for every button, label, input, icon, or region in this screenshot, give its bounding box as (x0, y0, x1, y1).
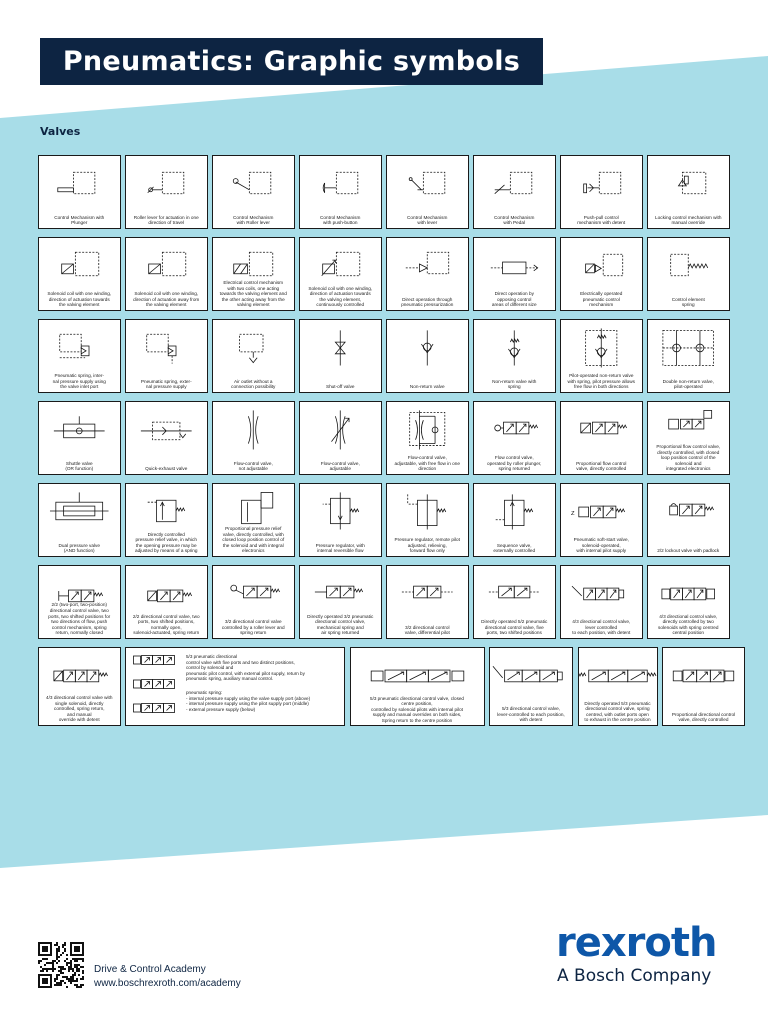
valve-symbol-icon (474, 488, 555, 532)
symbol-cell (125, 565, 208, 639)
symbol-cell (350, 647, 485, 726)
valve-symbol-icon (648, 324, 729, 368)
symbol-cell (647, 401, 730, 475)
academy-title: Drive & Control Academy (94, 964, 206, 975)
symbol-cell (38, 401, 121, 475)
qr-code-icon (38, 942, 84, 988)
symbol-cell (647, 319, 730, 393)
valve-symbol-icon (126, 406, 207, 450)
section-heading: Valves (40, 125, 81, 138)
symbol-caption: 5/3 pneumatic directional control valve, closed centre position, controlled by solenoid pilots with internal pilot supply and manual overrides on both sides, Spring return to the centre position (370, 695, 464, 723)
valve-symbol-icon (490, 652, 572, 696)
valve-symbol-icon (300, 324, 381, 368)
valve-symbol-icon (648, 488, 729, 532)
valve-symbol-icon (39, 160, 120, 204)
symbol-cell (299, 483, 382, 557)
valve-symbol-icon (300, 242, 381, 286)
symbol-caption: Directly operated 3/2 pneumatic directional control valve, mechanical spring and air spring returned (307, 613, 374, 636)
symbol-cell (386, 319, 469, 393)
symbol-caption: Solenoid coil with one winding, direction of actuation towards the valving element (47, 291, 112, 308)
symbol-cell (299, 155, 382, 229)
symbol-caption: 4/3 directional control valve with single solenoid, directly controlled, spring return, and manual override with detent (46, 695, 113, 723)
valve-symbol-icon (300, 160, 381, 204)
symbol-cell (473, 237, 556, 311)
valve-symbol-icon (39, 242, 120, 286)
symbol-cell (560, 483, 643, 557)
symbol-cell (386, 483, 469, 557)
symbol-cell (386, 155, 469, 229)
valve-symbol-icon (579, 652, 657, 696)
symbol-caption: Directly operated 5/2 pneumatic directional control valve, five ports, two shifted positions (481, 619, 548, 636)
symbol-caption: Air outlet without a connection possibility (231, 378, 276, 390)
valve-symbol-icon (39, 324, 120, 368)
symbol-cell (560, 237, 643, 311)
symbol-caption: Control Mechanism with lever (407, 214, 448, 226)
symbol-caption: Direct operation through pneumatic pressurization (401, 296, 454, 308)
valve-symbol-icon (126, 488, 207, 532)
symbol-caption: Control element spring (671, 296, 705, 308)
symbol-grid (38, 155, 736, 726)
valve-symbol-icon (474, 406, 555, 450)
valve-symbol-icon (474, 324, 555, 368)
valve-symbol-icon (213, 324, 294, 368)
bosch-company: A Bosch Company (557, 966, 712, 986)
symbol-caption: Roller lever for actuation in one direction of travel (133, 214, 199, 226)
valve-symbol-icon (663, 652, 744, 696)
academy-url[interactable]: www.boschrexroth.com/academy (94, 978, 241, 989)
symbol-cell (212, 401, 295, 475)
symbol-caption: Proportional pressure relief valve, directly controlled, with closed loop position control of the solenoid and with integral electronics (222, 526, 285, 554)
symbol-cell (125, 155, 208, 229)
symbol-caption: Flow-control valve, adjustable, with free flow in one direction (394, 455, 460, 472)
symbol-caption: Proportional flow control valve, directly controlled (576, 460, 627, 472)
valve-symbol-icon (300, 488, 381, 532)
symbol-caption: Electrically operated pneumatic control mechanism (580, 291, 623, 308)
symbol-cell (299, 401, 382, 475)
symbol-caption: Flow-control valve, adjustable (320, 460, 360, 472)
symbol-cell (125, 647, 345, 726)
valve-symbol-icon (387, 406, 468, 450)
symbol-caption: Directly operated 5/3 pneumatic directional control valve, spring centred, with outlet ports open to exhaust in the centre position (584, 700, 651, 723)
symbol-caption: 3/2 directional control valve, differential pilot (404, 624, 450, 636)
valve-symbol-icon (213, 570, 294, 614)
symbol-cell (647, 155, 730, 229)
symbol-caption: Electrical control mechanism with two coils, one acting towards the valving element and the other acting away from the valving element (219, 280, 287, 308)
symbol-cell (662, 647, 745, 726)
symbol-cell (647, 237, 730, 311)
symbol-cell (386, 401, 469, 475)
symbol-caption: Sequence valve, externally controlled (493, 542, 536, 554)
svg-text:Z: Z (571, 510, 575, 517)
symbol-cell (560, 401, 643, 475)
valve-symbol-icon (39, 488, 120, 532)
symbol-caption: Control Mechanism with Pedal (494, 214, 535, 226)
symbol-caption: 4/3 directional control valve, lever controlled to each position, with detent (572, 619, 631, 636)
symbol-caption: 4/3 directional control valve, directly controlled by two solenoids with spring centred central position (658, 613, 719, 636)
symbol-cell (212, 319, 295, 393)
symbol-caption: Non-return valve (409, 384, 445, 390)
symbol-cell (578, 647, 658, 726)
symbol-cell (473, 319, 556, 393)
symbol-caption: Flow-control valve, not adjustable (233, 460, 273, 472)
symbol-caption: Quick-exhaust valve (145, 466, 188, 472)
symbol-cell (560, 319, 643, 393)
symbol-cell (473, 483, 556, 557)
symbol-caption: 2/2 directional control valve, two ports, two shifted positions, normally open, solenoid-actuated, spring return (132, 613, 200, 636)
symbol-cell (299, 565, 382, 639)
valve-symbol-icon (474, 570, 555, 614)
symbol-caption: Pressure regulator, remote pilot adjusted, relieving, forward flow only (394, 537, 460, 554)
symbol-cell (125, 319, 208, 393)
symbol-caption: 3/2 directional control valve controlled by a roller lever and spring return (221, 619, 285, 636)
symbol-cell (38, 565, 121, 639)
symbol-cell (299, 237, 382, 311)
valve-symbol-icon (474, 242, 555, 286)
valve-symbol-icon (387, 160, 468, 204)
symbol-caption: Shuttle valve (OR function) (65, 460, 94, 472)
valve-symbol-icon (561, 324, 642, 368)
symbol-cell (473, 155, 556, 229)
symbol-caption: Solenoid coil with one winding, direction of actuation away from the valving element (133, 291, 200, 308)
symbol-caption: Pneumatic soft-start valve, solenoid-operated, with internal pilot supply (573, 537, 629, 554)
symbol-cell (386, 237, 469, 311)
symbol-cell (386, 565, 469, 639)
symbol-cell (125, 483, 208, 557)
rexroth-logo: rexroth (556, 920, 717, 966)
symbol-cell (38, 647, 121, 726)
symbol-caption: 2/2 lockout valve with padlock (657, 548, 720, 554)
symbol-cell (125, 237, 208, 311)
valve-symbol-icon (561, 242, 642, 286)
symbol-cell (560, 565, 643, 639)
symbol-caption: 5/3 pneumatic directional control valve with five ports and two distinct positions, control by solenoid and pneumatic pilot control, with external pilot supply, return by pneumatic spring, auxiliary manual control. (186, 654, 305, 682)
symbol-caption: Pressure regulator, with internal reversible flow (315, 542, 365, 554)
symbol-caption: Pilot-operated non-return valve with spring, pilot pressure allows free flow in both directions (567, 373, 635, 390)
symbol-cell (647, 565, 730, 639)
symbol-caption-list: pneumatic spring: - internal pressure supply using the valve supply port (above) - internal pressure supply using the pilot supply port (middle) - external pressure supply (below) (186, 690, 311, 712)
symbol-cell (212, 155, 295, 229)
academy-block (94, 963, 241, 991)
valve-symbol-icon (39, 406, 120, 450)
symbol-caption: Pneumatic spring, exter- nal pressure supply (140, 378, 192, 390)
symbol-caption: Pneumatic spring, inter- nal pressure supply using the valve inlet port (52, 373, 106, 390)
valve-symbol-icon (561, 160, 642, 204)
valve-symbol-icon (39, 652, 120, 696)
symbol-caption: 5/3 directional control valve, lever-controlled to each position, with detent (497, 706, 565, 723)
valve-symbol-icon (648, 160, 729, 204)
valve-symbol-icon (387, 488, 468, 532)
valve-symbol-icon (126, 324, 207, 368)
valve-symbol-icon (561, 488, 642, 532)
symbol-cell (212, 237, 295, 311)
symbol-caption: Proportional flow control valve, directly controlled, with closed loop position control of the solenoid and integrated electronics (656, 444, 721, 472)
valve-symbol-icon (126, 160, 207, 204)
valve-symbol-icon (300, 406, 381, 450)
valve-symbol-icon (387, 324, 468, 368)
symbol-cell (212, 565, 295, 639)
symbol-caption: Shut-off valve (325, 384, 355, 390)
symbol-caption: Dual pressure valve (AND function) (58, 542, 100, 554)
valve-symbol-icon (648, 242, 729, 286)
symbol-cell (473, 401, 556, 475)
symbol-cell (489, 647, 573, 726)
symbol-cell (38, 237, 121, 311)
symbol-cell (212, 483, 295, 557)
valve-symbol-icon (300, 570, 381, 614)
symbol-caption: Control Mechanism with Plunger (54, 214, 105, 226)
valve-symbol-icon (474, 160, 555, 204)
valve-symbol-icon (213, 406, 294, 450)
valve-symbol-icon (126, 242, 207, 286)
symbol-caption: Double non-return valve, pilot-operated (662, 378, 714, 390)
symbol-cell (38, 319, 121, 393)
valve-symbol-icon (561, 570, 642, 614)
valve-symbol-icon (213, 160, 294, 204)
symbol-cell (125, 401, 208, 475)
symbol-caption: Non-return valve with spring (492, 378, 537, 390)
valve-symbol-icon (351, 652, 484, 696)
valve-symbol-icon (387, 570, 468, 614)
symbol-cell (560, 155, 643, 229)
symbol-cell (38, 155, 121, 229)
symbol-cell (299, 319, 382, 393)
page-title: Pneumatics: Graphic symbols (40, 38, 543, 85)
valve-symbol-icon (561, 406, 642, 450)
valve-symbol-icon (387, 242, 468, 286)
valve-symbol-icon (126, 650, 186, 725)
symbol-caption: Push-pull control mechanism with detent (577, 214, 626, 226)
symbol-cell (647, 483, 730, 557)
symbol-caption: Locking control mechanism with manual override (655, 214, 722, 226)
symbol-caption: Directly controlled pressure relief valve, in which the opening pressure may be adjusted by means of a spring (134, 531, 198, 554)
symbol-cell (473, 565, 556, 639)
valve-symbol-icon (648, 570, 729, 614)
valve-symbol-icon (126, 570, 207, 614)
symbol-caption: Direct operation by opposing control areas of different size (491, 291, 537, 308)
symbol-caption: Control Mechanism with push-button (320, 214, 361, 226)
symbol-caption: 2/2 (two-port, two-position) directional control valve, two ports, two shifted positions for two directions of flow, push control mechanism, spring return, normally closed (48, 602, 111, 636)
symbol-cell (38, 483, 121, 557)
symbol-caption: Flow control valve, operated by roller plunger, spring returned (487, 455, 542, 472)
symbol-caption: Solenoid coil with one winding, direction of actuation towards the valving element, continuously controlled (308, 285, 373, 308)
symbol-caption: Proportional directional control valve, directly controlled (671, 711, 736, 723)
symbol-caption: Control Mechanism with Roller lever (233, 214, 274, 226)
